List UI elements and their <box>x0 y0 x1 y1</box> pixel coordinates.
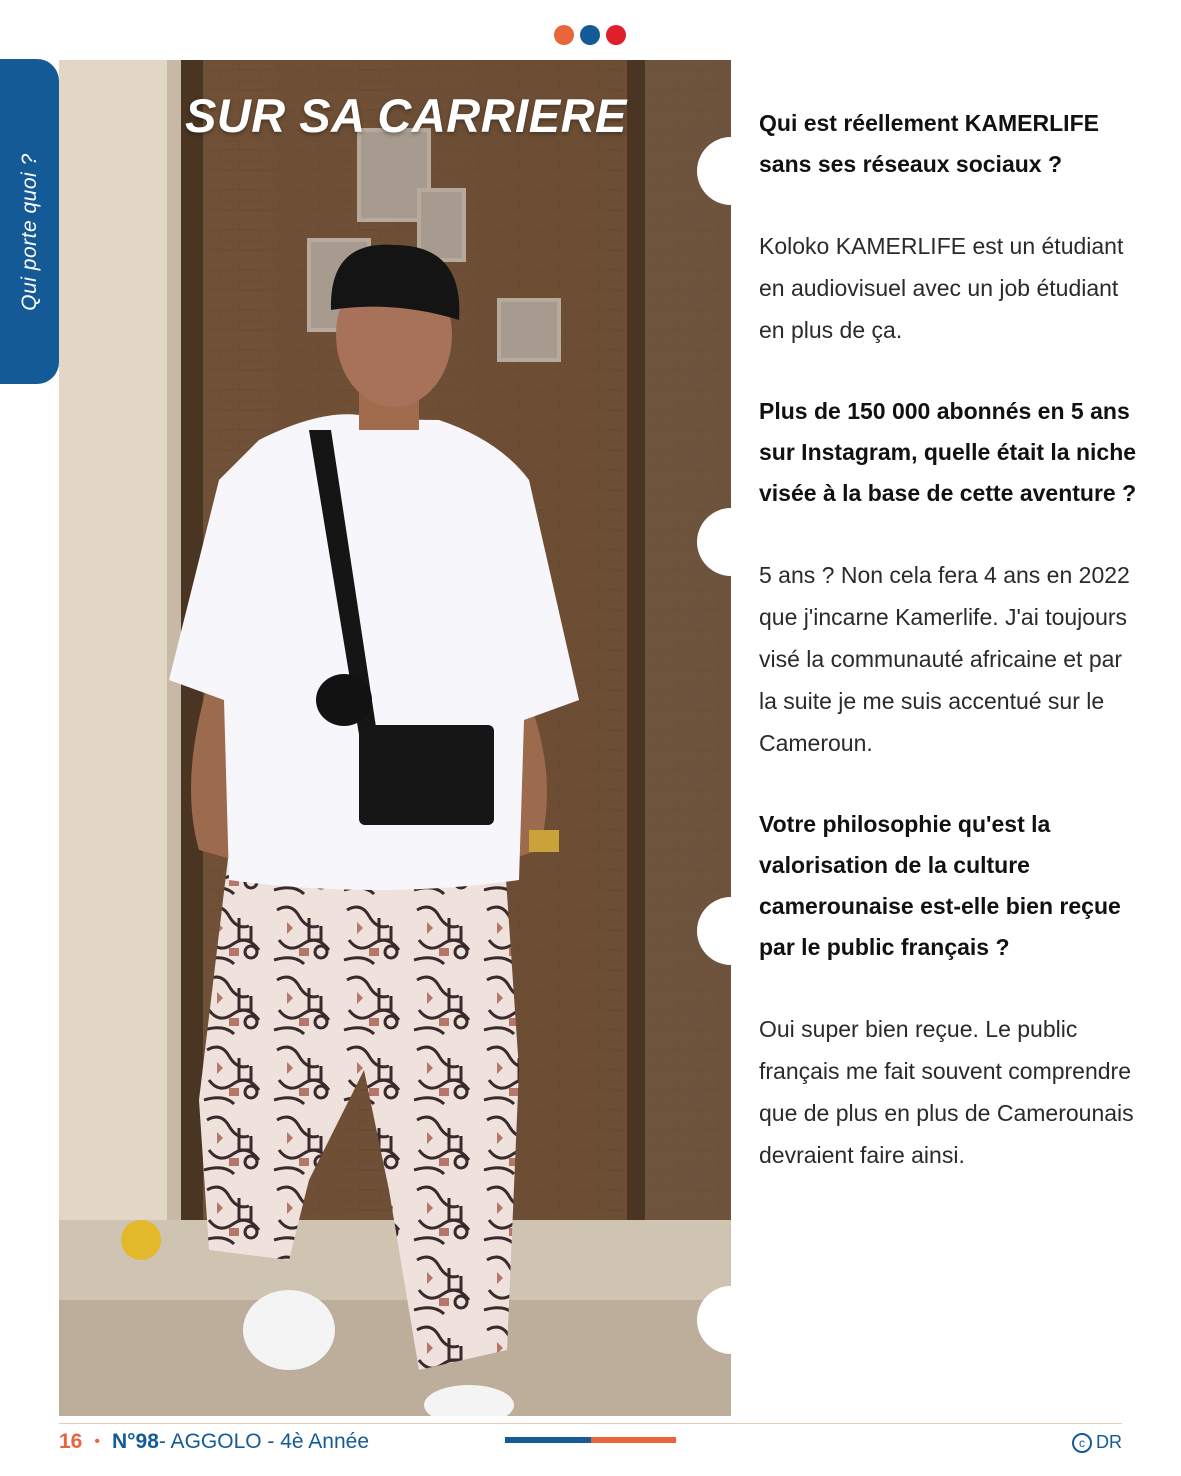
footer-divider <box>59 1423 1122 1424</box>
answer-2: 5 ans ? Non cela fera 4 ans en 2022 que j'incarne Kamerlife. J'ai toujours visé la communauté africaine et par la suite je me suis accentué sur le Cameroun. <box>759 562 1130 756</box>
photo-credit <box>1072 1432 1122 1453</box>
photo-title: SUR SA CARRIERE <box>185 89 627 142</box>
edge-notch <box>697 137 765 205</box>
publication-name: - AGGOLO - 4è Année <box>158 1430 370 1453</box>
question-1: Qui est réellement KAMERLIFE sans ses réseaux sociaux ? <box>759 110 1099 177</box>
issue-number: N°98 <box>111 1430 159 1453</box>
edge-notch <box>697 1286 765 1354</box>
footer-bullet: • <box>94 1433 100 1450</box>
credit-text: DR <box>1096 1432 1122 1452</box>
header-dots <box>554 25 626 45</box>
question-2: Plus de 150 000 abonnés en 5 ans sur Instagram, quelle était la niche visée à la base de cette aventure ? <box>759 398 1137 506</box>
answer-3: Oui super bien reçue. Le public français me fait souvent comprendre que de plus en plus de Camerounais devraient faire ainsi. <box>759 1016 1134 1168</box>
photo-illustration <box>59 60 731 1416</box>
answer-1: Koloko KAMERLIFE est un étudiant en audiovisuel avec un job étudiant en plus de ça. <box>759 233 1124 343</box>
edge-notch <box>697 508 765 576</box>
footer-color-bar <box>505 1437 676 1443</box>
question-3: Votre philosophie qu'est la valorisation de la culture camerounaise est-elle bien reçue par le public français ? <box>759 811 1121 960</box>
footer <box>59 1430 369 1454</box>
copyright-icon: c <box>1072 1433 1092 1453</box>
portrait-photo <box>59 60 731 1416</box>
edge-notch <box>697 897 765 965</box>
dot-orange <box>554 25 574 45</box>
page-number: 16 <box>59 1430 83 1453</box>
interview-article <box>759 103 1139 1176</box>
dot-red <box>606 25 626 45</box>
section-label: Qui porte quoi ? <box>18 153 41 311</box>
dot-blue <box>580 25 600 45</box>
